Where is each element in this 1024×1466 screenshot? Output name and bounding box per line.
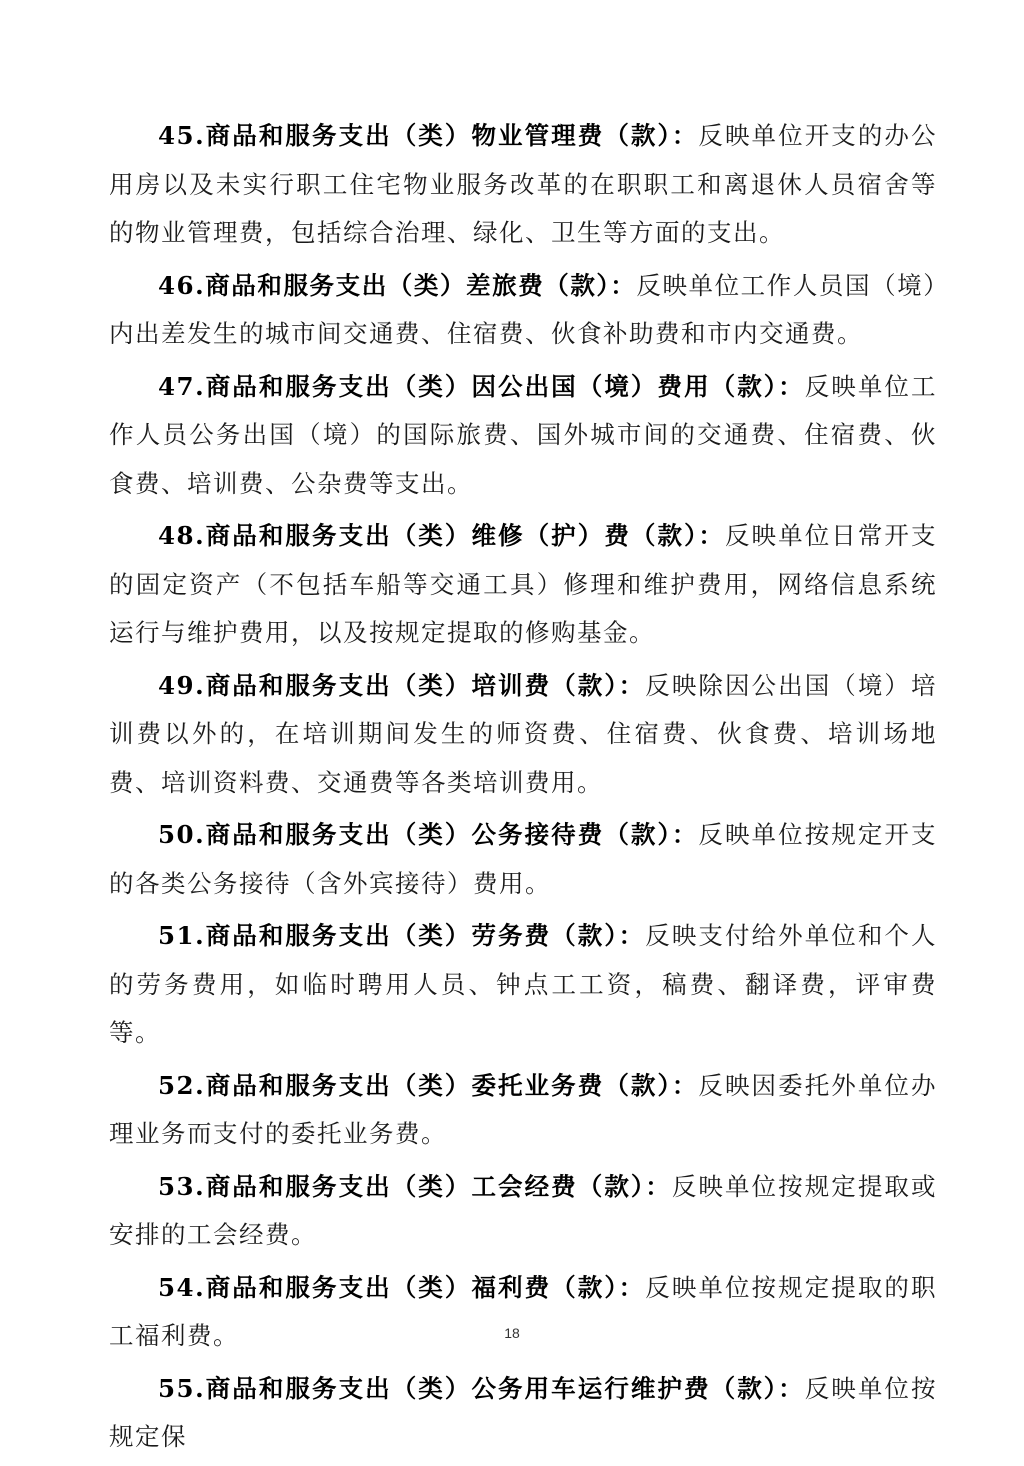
entry-50	[109, 811, 937, 908]
entry-separator: ：	[671, 820, 699, 849]
entry-53	[109, 1163, 937, 1260]
entry-number: 53.	[158, 1171, 206, 1201]
entry-title: 商品和服务支出（类）委托业务费（款）	[205, 1070, 672, 1100]
entry-title: 商品和服务支出（类）培训费（款）	[205, 670, 619, 700]
entry-number: 51.	[158, 921, 206, 950]
entry-title: 商品和服务支出（类）劳务费（款）	[205, 921, 619, 950]
entry-title: 商品和服务支出（类）福利费（款）	[205, 1272, 619, 1302]
entry-title: 商品和服务支出（类）工会经费（款）	[205, 1171, 646, 1201]
entry-title: 商品和服务支出（类）差旅费（款）	[205, 270, 611, 300]
entry-45	[109, 112, 937, 258]
entry-separator: ：	[610, 270, 637, 300]
entry-49	[109, 662, 937, 808]
entry-description: 反映单位按规定提取或安排的工会经费。	[109, 1171, 938, 1249]
entry-description: 反映单位工作人员国（境）内出差发生的城市间交通费、住宿费、伙食补助费和市内交通费。	[109, 270, 938, 348]
entry-55	[109, 1365, 937, 1462]
entry-description: 反映除因公出国（境）培训费以外的，在培训期间发生的师资费、住宿费、伙食费、培训场地费、培训资料费、交通费等各类培训费用。	[109, 670, 938, 797]
entry-title: 商品和服务支出（类）维修（护）费（款）	[205, 521, 699, 550]
entry-description: 反映因委托外单位办理业务而支付的委托业务费。	[109, 1070, 938, 1148]
page-number: 18	[504, 1325, 520, 1341]
entry-description: 反映单位日常开支的固定资产（不包括车船等交通工具）修理和维护费用，网络信息系统运行与维护费用，以及按规定提取的修购基金。	[109, 521, 937, 647]
entry-number: 47.	[158, 371, 206, 401]
entry-description: 反映单位按规定保	[109, 1373, 938, 1451]
entry-separator: ：	[618, 921, 646, 950]
entry-separator: ：	[618, 1272, 646, 1302]
entry-title: 商品和服务支出（类）公务用车运行维护费（款）	[205, 1373, 779, 1403]
entry-description: 反映单位开支的办公用房以及未实行职工住宅物业服务改革的在职职工和离退休人员宿舍等的物业管理费，包括综合治理、绿化、卫生等方面的支出。	[109, 121, 938, 247]
entry-title: 商品和服务支出（类）因公出国（境）费用（款）	[205, 371, 779, 401]
entry-separator: ：	[698, 521, 725, 550]
entry-separator: ：	[778, 1373, 805, 1403]
entry-number: 55.	[158, 1373, 206, 1403]
entry-54	[109, 1264, 937, 1361]
entry-51	[109, 912, 937, 1058]
entry-number: 45.	[158, 121, 206, 150]
entry-separator: ：	[778, 371, 805, 401]
entry-46	[109, 262, 937, 359]
entry-separator: ：	[671, 121, 699, 150]
entry-47	[109, 363, 937, 509]
entry-description: 反映单位按规定开支的各类公务接待（含外宾接待）费用。	[109, 820, 938, 898]
entry-number: 46.	[158, 270, 206, 300]
document-body	[109, 112, 937, 1466]
entry-48	[109, 512, 937, 658]
entry-separator: ：	[671, 1070, 699, 1100]
entry-number: 48.	[158, 521, 206, 550]
entry-description: 反映单位工作人员公务出国（境）的国际旅费、国外城市间的交通费、住宿费、伙食费、培训费、公杂费等支出。	[109, 371, 938, 498]
entry-separator: ：	[618, 670, 646, 700]
entry-description: 反映单位按规定提取的职工福利费。	[109, 1272, 938, 1350]
entry-separator: ：	[645, 1171, 672, 1201]
entry-52	[109, 1062, 937, 1159]
entry-title: 商品和服务支出（类）物业管理费（款）	[205, 121, 672, 150]
entry-description: 反映支付给外单位和个人的劳务费用，如临时聘用人员、钟点工工资，稿费、翻译费，评审费等。	[109, 921, 938, 1047]
entry-number: 49.	[158, 670, 206, 700]
entry-number: 54.	[158, 1272, 206, 1302]
entry-title: 商品和服务支出（类）公务接待费（款）	[205, 820, 672, 849]
entry-number: 52.	[158, 1070, 206, 1100]
entry-number: 50.	[158, 820, 206, 849]
